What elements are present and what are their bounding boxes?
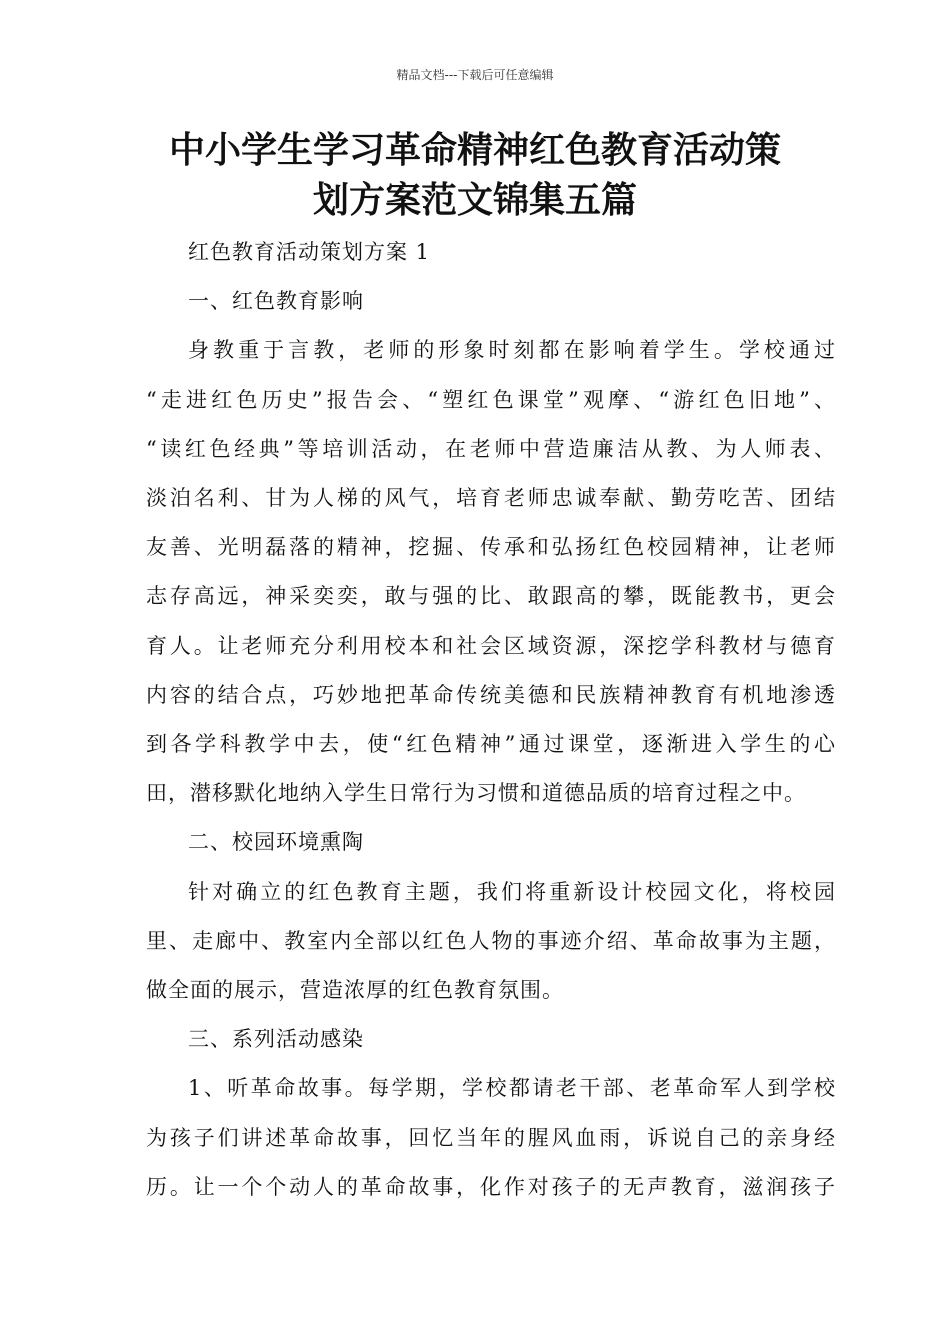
heading-3: 三、系列活动感染 bbox=[188, 1027, 364, 1052]
document-body bbox=[146, 228, 836, 1212]
section-subtitle: 红色教育活动策划方案 1 bbox=[188, 240, 431, 264]
heading-1: 一、红色教育影响 bbox=[188, 289, 364, 314]
paragraph-3-line: 为孩子们讲述革命故事，回忆当年的腥风血雨，诉说自己的亲身经 bbox=[146, 1125, 836, 1150]
paragraph-2-line: 里、走廊中、教室内全部以红色人物的事迹介绍、革命故事为主题， bbox=[146, 928, 836, 953]
paragraph-3-line: 历。让一个个动人的革命故事，化作对孩子的无声教育，滋润孩子 bbox=[146, 1174, 836, 1199]
page-header-note: 精品文档---下载后可任意编辑 bbox=[396, 68, 554, 82]
paragraph-1-line: 志存高远，神采奕奕，敢与强的比、敢跟高的攀，既能教书，更会 bbox=[146, 584, 836, 609]
title-line-1: 中小学生学习革命精神红色教育活动策 bbox=[168, 130, 781, 171]
paragraph-2-line: 做全面的展示，营造浓厚的红色教育氛围。 bbox=[146, 978, 564, 1003]
paragraph-1-line: 田，潜移默化地纳入学生日常行为习惯和道德品质的培育过程之中。 bbox=[146, 781, 806, 806]
heading-2: 二、校园环境熏陶 bbox=[188, 830, 364, 855]
paragraph-1-line: “走进红色历史”报告会、“塑红色课堂”观摩、“游红色旧地”、 bbox=[146, 387, 836, 412]
paragraph-2-line: 针对确立的红色教育主题，我们将重新设计校园文化，将校园 bbox=[188, 879, 836, 904]
paragraph-1-line: 身教重于言教，老师的形象时刻都在影响着学生。学校通过 bbox=[188, 338, 836, 363]
paragraph-1-line: 友善、光明磊落的精神，挖掘、传承和弘扬红色校园精神，让老师 bbox=[146, 535, 836, 560]
document-title bbox=[100, 126, 850, 226]
title-line-2: 划方案范文锦集五篇 bbox=[312, 180, 637, 221]
paragraph-1-line: 内容的结合点，巧妙地把革命传统美德和民族精神教育有机地渗透 bbox=[146, 682, 836, 707]
paragraph-1-line: 淡泊名利、甘为人梯的风气，培育老师忠诚奉献、勤劳吃苦、团结 bbox=[146, 486, 836, 511]
paragraph-1-line: 到各学科教学中去，使“红色精神”通过课堂，逐渐进入学生的心 bbox=[146, 732, 836, 757]
paragraph-3-line: 1、听革命故事。每学期，学校都请老干部、老革命军人到学校 bbox=[188, 1076, 836, 1101]
paragraph-1-line: 育人。让老师充分利用校本和社会区域资源，深挖学科教材与德育 bbox=[146, 633, 836, 658]
paragraph-1-line: “读红色经典”等培训活动，在老师中营造廉洁从教、为人师表、 bbox=[146, 436, 836, 461]
